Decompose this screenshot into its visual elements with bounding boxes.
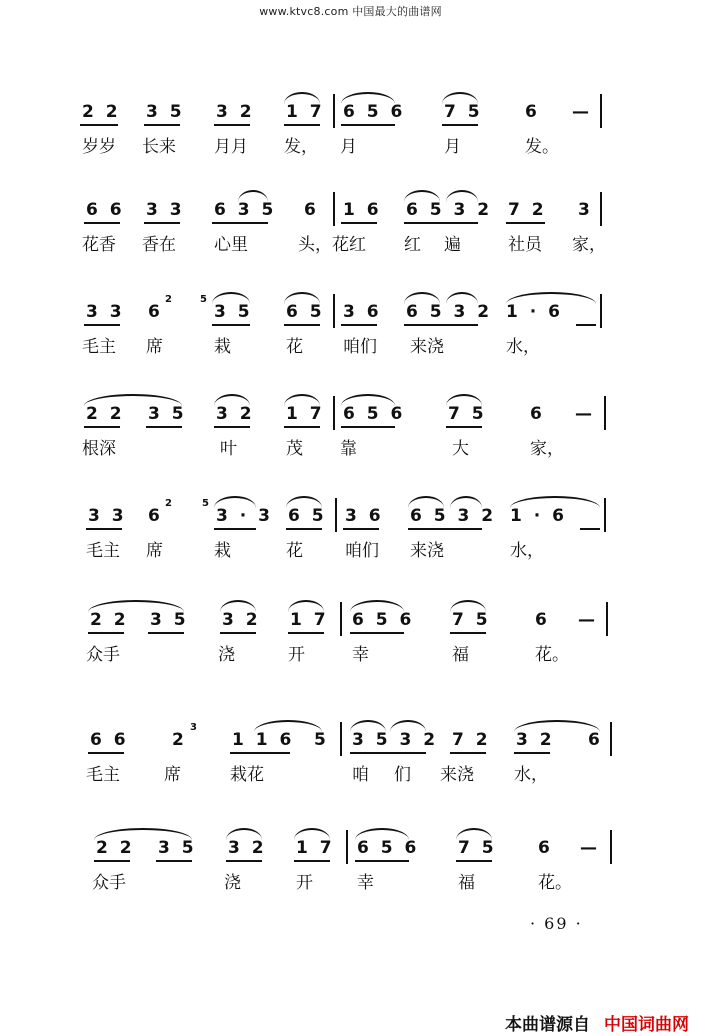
beat-underline bbox=[404, 222, 478, 224]
beat-underline bbox=[144, 124, 180, 126]
note-group: 7 5 bbox=[448, 404, 487, 424]
bar-line bbox=[610, 830, 612, 864]
bar-line bbox=[333, 192, 335, 226]
grace-note: 2 bbox=[165, 498, 172, 509]
beat-underline bbox=[286, 528, 322, 530]
note-group: 6 5 6 bbox=[357, 838, 420, 858]
lyric-text: 头，花红 bbox=[298, 235, 366, 255]
beat-underline bbox=[80, 124, 118, 126]
lyric-text: 靠 bbox=[340, 439, 357, 459]
note-group: 3 5 bbox=[146, 102, 185, 122]
beat-underline bbox=[456, 860, 492, 862]
beat-underline bbox=[214, 124, 250, 126]
score-system bbox=[0, 724, 701, 804]
lyric-text: 福 bbox=[458, 873, 475, 893]
notation-row bbox=[0, 296, 701, 330]
score-system bbox=[0, 604, 701, 684]
note-group: 1 6 bbox=[343, 200, 382, 220]
note-group: 6 bbox=[148, 506, 163, 526]
note-group: 7 2 bbox=[452, 730, 491, 750]
note-group: 3 2 bbox=[216, 404, 255, 424]
lyric-text: 花 bbox=[286, 541, 303, 561]
lyric-text: 幸 bbox=[357, 873, 374, 893]
lyric-text: 栽 bbox=[214, 337, 231, 357]
note-group: 6 6 bbox=[86, 200, 125, 220]
lyric-text: 毛主 bbox=[86, 765, 120, 785]
bar-line bbox=[333, 94, 335, 128]
lyric-text: 来浇 bbox=[410, 541, 444, 561]
note-group: 6 bbox=[588, 730, 603, 750]
lyric-row bbox=[0, 868, 701, 894]
beat-underline bbox=[284, 124, 320, 126]
bar-line bbox=[606, 602, 608, 636]
note-group: 6 5 6 bbox=[352, 610, 415, 630]
lyric-text: 长来 bbox=[142, 137, 176, 157]
note-group: 6 bbox=[530, 404, 545, 424]
beat-underline bbox=[408, 528, 482, 530]
beat-underline bbox=[214, 426, 250, 428]
note-group: 6 bbox=[535, 610, 550, 630]
beat-underline bbox=[284, 324, 320, 326]
beat-underline bbox=[355, 860, 409, 862]
lyric-text: 月 bbox=[340, 137, 357, 157]
beat-underline bbox=[580, 528, 600, 530]
notation-row bbox=[0, 832, 701, 866]
score-system bbox=[0, 500, 701, 580]
lyric-row bbox=[0, 640, 701, 666]
notation-row bbox=[0, 724, 701, 758]
beat-underline bbox=[446, 426, 482, 428]
lyric-text: 家， bbox=[530, 439, 564, 459]
lyric-text: 席 bbox=[146, 337, 163, 357]
note-group: 1 · 6 bbox=[506, 302, 563, 322]
lyric-text: 众手 bbox=[86, 645, 120, 665]
lyric-text: 来浇 bbox=[410, 337, 444, 357]
grace-note: 3 bbox=[190, 722, 197, 733]
lyric-text: 浇 bbox=[218, 645, 235, 665]
beat-underline bbox=[212, 324, 250, 326]
lyric-text: 咱们 bbox=[343, 337, 377, 357]
lyric-text: 咱们 bbox=[345, 541, 379, 561]
note-group: 2 2 bbox=[90, 610, 129, 630]
note-group: 6 5 6 bbox=[343, 404, 406, 424]
notation-row bbox=[0, 96, 701, 130]
note-group: 6 3 5 bbox=[214, 200, 277, 220]
bar-line bbox=[604, 498, 606, 532]
note-group: — bbox=[572, 102, 592, 122]
note-group: — bbox=[578, 610, 598, 630]
beat-underline bbox=[84, 426, 120, 428]
note-group: 3 5 3 2 bbox=[352, 730, 439, 750]
beat-underline bbox=[230, 752, 290, 754]
note-group: 7 5 bbox=[444, 102, 483, 122]
beat-underline bbox=[576, 324, 596, 326]
note-group: 3 · 3 bbox=[216, 506, 273, 526]
beat-underline bbox=[284, 426, 320, 428]
bar-line bbox=[600, 94, 602, 128]
note-group: 6 5 3 2 bbox=[410, 506, 497, 526]
note-group: 1 · 6 bbox=[510, 506, 567, 526]
score-system bbox=[0, 296, 701, 376]
note-group: 1 7 bbox=[286, 404, 325, 424]
beat-underline bbox=[88, 632, 124, 634]
note-group: 7 2 bbox=[508, 200, 547, 220]
beat-underline bbox=[212, 222, 268, 224]
lyric-row bbox=[0, 132, 701, 158]
note-group: 1 7 bbox=[296, 838, 335, 858]
lyric-text: 来浇 bbox=[440, 765, 474, 785]
beat-underline bbox=[146, 426, 182, 428]
beat-underline bbox=[506, 222, 545, 224]
beat-underline bbox=[144, 222, 180, 224]
lyric-text: 大 bbox=[452, 439, 469, 459]
score-system bbox=[0, 832, 701, 912]
bar-line bbox=[333, 396, 335, 430]
lyric-text: 花香 bbox=[82, 235, 116, 255]
lyric-text: 众手 bbox=[92, 873, 126, 893]
beat-underline bbox=[350, 752, 426, 754]
note-group: 7 5 bbox=[452, 610, 491, 630]
grace-note: 5 bbox=[200, 294, 207, 305]
note-group: — bbox=[580, 838, 600, 858]
note-group: 6 5 bbox=[288, 506, 327, 526]
score-system bbox=[0, 96, 701, 176]
lyric-text: 幸 bbox=[352, 645, 369, 665]
lyric-text: 咱 bbox=[352, 765, 369, 785]
beat-underline bbox=[450, 752, 486, 754]
note-group: 2 2 bbox=[82, 102, 121, 122]
site-header: www.ktvc8.com 中国最大的曲谱网 bbox=[259, 5, 442, 18]
note-group: 3 3 bbox=[146, 200, 185, 220]
lyric-text: 福 bbox=[452, 645, 469, 665]
footer-brand-link[interactable]: 中国词曲网 bbox=[604, 1015, 689, 1035]
beat-underline bbox=[350, 632, 404, 634]
beat-underline bbox=[404, 324, 478, 326]
lyric-text: 发。 bbox=[525, 137, 559, 157]
note-group: 5 bbox=[314, 730, 329, 750]
lyric-text: 茂 bbox=[286, 439, 303, 459]
note-group: 6 5 3 2 bbox=[406, 200, 493, 220]
note-group: 2 2 bbox=[96, 838, 135, 858]
note-group: 2 bbox=[172, 730, 187, 750]
lyric-row bbox=[0, 230, 701, 256]
beat-underline bbox=[294, 860, 330, 862]
note-group: 3 2 bbox=[516, 730, 555, 750]
page-number: · 69 · bbox=[530, 914, 583, 933]
lyric-text: 栽花 bbox=[230, 765, 264, 785]
beat-underline bbox=[86, 528, 122, 530]
beat-underline bbox=[84, 324, 120, 326]
note-group: 6 5 bbox=[286, 302, 325, 322]
footer-source-label: 本曲谱源自 bbox=[505, 1015, 590, 1035]
note-group: 3 6 bbox=[345, 506, 384, 526]
note-group: 6 6 bbox=[90, 730, 129, 750]
lyric-text: 月 bbox=[444, 137, 461, 157]
note-group: 6 bbox=[525, 102, 540, 122]
lyric-text: 开 bbox=[296, 873, 313, 893]
lyric-text: 毛主 bbox=[86, 541, 120, 561]
note-group: 3 3 bbox=[88, 506, 127, 526]
lyric-text: 花 bbox=[286, 337, 303, 357]
lyric-text: 月月 bbox=[214, 137, 248, 157]
bar-line bbox=[600, 294, 602, 328]
lyric-text: 岁岁 bbox=[82, 137, 116, 157]
note-group: 3 bbox=[578, 200, 593, 220]
beat-underline bbox=[220, 632, 256, 634]
notation-row bbox=[0, 194, 701, 228]
bar-line bbox=[333, 294, 335, 328]
note-group: 3 5 bbox=[214, 302, 253, 322]
lyric-text: 栽 bbox=[214, 541, 231, 561]
lyric-row bbox=[0, 760, 701, 786]
lyric-text: 遍 bbox=[444, 235, 461, 255]
beat-underline bbox=[341, 426, 395, 428]
grace-note: 2 bbox=[165, 294, 172, 305]
lyric-text: 席 bbox=[164, 765, 181, 785]
note-group: — bbox=[575, 404, 595, 424]
beat-underline bbox=[343, 528, 379, 530]
lyric-text: 席 bbox=[146, 541, 163, 561]
bar-line bbox=[600, 192, 602, 226]
beat-underline bbox=[514, 752, 550, 754]
note-group: 3 5 bbox=[148, 404, 187, 424]
lyric-text: 们 bbox=[394, 765, 411, 785]
bar-line bbox=[335, 498, 337, 532]
lyric-text: 叶 bbox=[220, 439, 237, 459]
beat-underline bbox=[214, 528, 256, 530]
lyric-text: 香在 bbox=[142, 235, 176, 255]
lyric-text: 社员 bbox=[508, 235, 542, 255]
notation-row bbox=[0, 398, 701, 432]
beat-underline bbox=[84, 222, 120, 224]
lyric-text: 毛主 bbox=[82, 337, 116, 357]
note-group: 1 7 bbox=[290, 610, 329, 630]
note-group: 3 6 bbox=[343, 302, 382, 322]
notation-row bbox=[0, 500, 701, 534]
lyric-text: 心里 bbox=[214, 235, 248, 255]
note-group: 3 5 bbox=[150, 610, 189, 630]
note-group: 1 1 6 bbox=[232, 730, 295, 750]
lyric-text: 水， bbox=[510, 541, 544, 561]
bar-line bbox=[340, 722, 342, 756]
note-group: 6 bbox=[538, 838, 553, 858]
lyric-text: 水， bbox=[514, 765, 548, 785]
note-group: 7 5 bbox=[458, 838, 497, 858]
note-group: 2 2 bbox=[86, 404, 125, 424]
lyric-row bbox=[0, 332, 701, 358]
note-group: 1 7 bbox=[286, 102, 325, 122]
beat-underline bbox=[442, 124, 478, 126]
note-group: 3 3 bbox=[86, 302, 125, 322]
lyric-text: 家， bbox=[572, 235, 606, 255]
beat-underline bbox=[450, 632, 486, 634]
lyric-text: 发， bbox=[284, 137, 318, 157]
note-group: 6 bbox=[304, 200, 319, 220]
note-group: 6 5 6 bbox=[343, 102, 406, 122]
beat-underline bbox=[288, 632, 324, 634]
beat-underline bbox=[341, 124, 395, 126]
bar-line bbox=[604, 396, 606, 430]
lyric-row bbox=[0, 536, 701, 562]
grace-note: 5 bbox=[202, 498, 209, 509]
lyric-text: 浇 bbox=[224, 873, 241, 893]
beat-underline bbox=[156, 860, 192, 862]
beat-underline bbox=[148, 632, 184, 634]
note-group: 3 2 bbox=[216, 102, 255, 122]
lyric-text: 花。 bbox=[538, 873, 572, 893]
note-group: 3 2 bbox=[222, 610, 261, 630]
notation-row bbox=[0, 604, 701, 638]
footer-credit bbox=[505, 1010, 689, 1035]
lyric-text: 红 bbox=[404, 235, 421, 255]
note-group: 6 bbox=[148, 302, 163, 322]
beat-underline bbox=[341, 324, 377, 326]
bar-line bbox=[346, 830, 348, 864]
score-system bbox=[0, 194, 701, 274]
beat-underline bbox=[226, 860, 262, 862]
beat-underline bbox=[341, 222, 377, 224]
beat-underline bbox=[94, 860, 130, 862]
lyric-text: 开 bbox=[288, 645, 305, 665]
score-system bbox=[0, 398, 701, 478]
note-group: 3 2 bbox=[228, 838, 267, 858]
beat-underline bbox=[88, 752, 124, 754]
lyric-text: 水， bbox=[506, 337, 540, 357]
note-group: 3 5 bbox=[158, 838, 197, 858]
note-group: 6 5 3 2 bbox=[406, 302, 493, 322]
lyric-text: 根深 bbox=[82, 439, 116, 459]
bar-line bbox=[610, 722, 612, 756]
lyric-text: 花。 bbox=[535, 645, 569, 665]
bar-line bbox=[340, 602, 342, 636]
lyric-row bbox=[0, 434, 701, 460]
